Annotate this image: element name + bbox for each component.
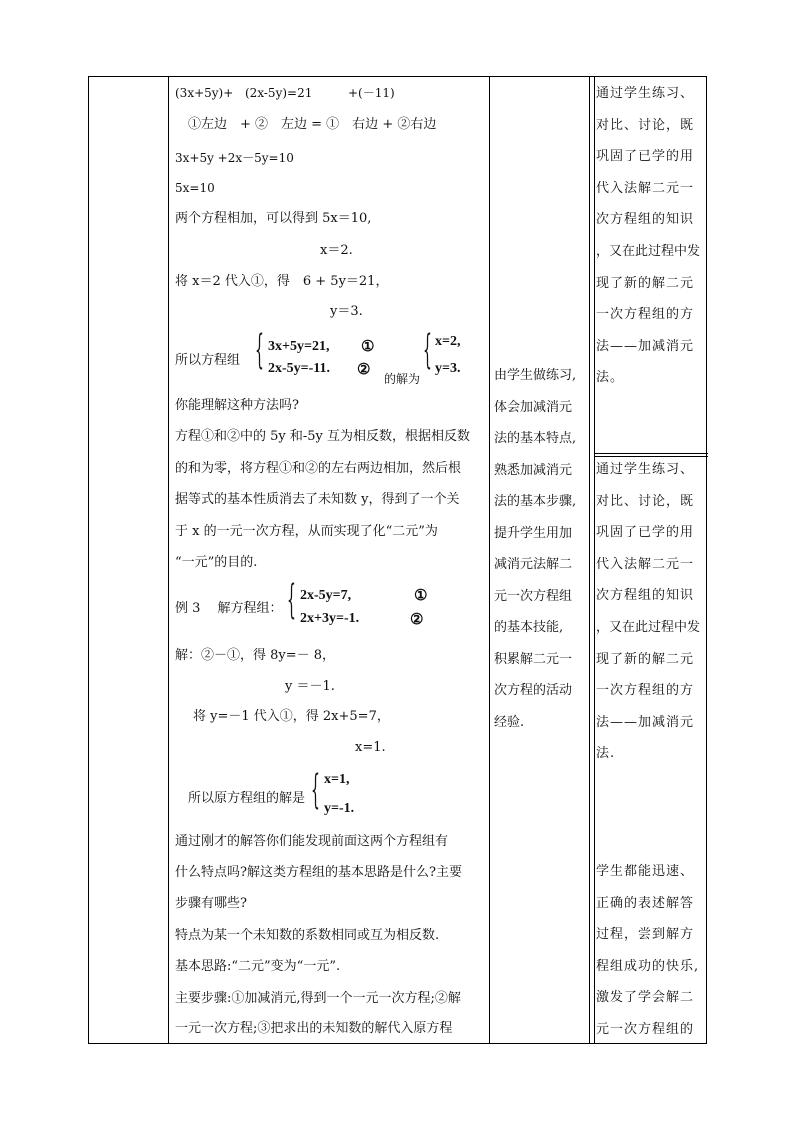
note-line: 代入法解二元一 bbox=[596, 180, 695, 196]
intent-line: 提升学生用加 bbox=[494, 525, 573, 541]
brace-icon: { bbox=[287, 577, 296, 623]
intent-line: 积累解二元一 bbox=[494, 651, 573, 667]
intent-line: 由学生做练习, bbox=[494, 368, 577, 383]
column-divider bbox=[489, 77, 490, 1043]
question-line: 通过刚才的解答你们能发现前面这两个方程组有 bbox=[175, 834, 449, 849]
note-line: 法——加减消元 bbox=[596, 338, 695, 354]
column-divider bbox=[594, 77, 595, 1043]
note-line: 现了新的解二元 bbox=[596, 651, 695, 667]
intent-line: 熟悉加减消元 bbox=[494, 462, 573, 478]
paragraph-line: 方程①和②中的 5y 和-5y 互为相反数，根据相反数 bbox=[175, 429, 471, 444]
equation-line: y＝3. bbox=[330, 304, 363, 319]
intent-line: 经验. bbox=[494, 714, 525, 730]
note-line: 次方程组的知识 bbox=[596, 212, 695, 228]
note-line: ，又在此过程中发 bbox=[596, 619, 701, 635]
note-line: 程组成功的快乐, bbox=[596, 958, 700, 974]
design-intent-column bbox=[494, 360, 590, 738]
system-prefix: 所以方程组 bbox=[175, 353, 241, 368]
text-line: 主要步骤:①加减消元,得到一个一元一次方程;②解 bbox=[175, 991, 461, 1006]
note-line: 巩固了已学的用 bbox=[596, 525, 695, 541]
solution-equation: x=2, bbox=[435, 334, 461, 349]
equation-number: ② bbox=[410, 610, 424, 628]
note-line: 激发了学会解二 bbox=[596, 990, 695, 1006]
paragraph-line: “一元”的目的. bbox=[175, 555, 258, 570]
equation-line: (2x-5y)=21 bbox=[245, 86, 313, 100]
equation-number: ① bbox=[414, 586, 428, 604]
note-line: 法. bbox=[596, 746, 616, 762]
solution-line: 解：②－①，得 8y=－ 8， bbox=[175, 648, 336, 663]
brace-icon: { bbox=[311, 767, 320, 813]
question-line: 步骤有哪些? bbox=[175, 896, 247, 911]
note-line: ，又在此过程中发 bbox=[596, 243, 701, 259]
note-line: 法——加减消元 bbox=[596, 714, 695, 730]
note-line: 一次方程组的方 bbox=[596, 683, 695, 699]
solution-equation: x=1, bbox=[324, 772, 350, 787]
right-note-block bbox=[596, 78, 706, 394]
question-line: 你能理解这种方法吗? bbox=[175, 398, 299, 413]
note-line: 通过学生练习、 bbox=[596, 86, 695, 101]
intent-line: 的基本技能, bbox=[494, 620, 564, 635]
note-line: 学生都能迅速、 bbox=[596, 864, 695, 879]
example-prefix: 例 3 解方程组： bbox=[175, 601, 283, 616]
paragraph-line: 据等式的基本性质消去了未知数 y，得到了一个关 bbox=[175, 492, 460, 507]
equation-line: 5x=10 bbox=[175, 181, 215, 195]
equation-line: ①左边 + ② 左边 = ① 右边 + ②右边 bbox=[188, 117, 437, 132]
note-line: 次方程组的知识 bbox=[596, 588, 695, 604]
system-equation: 3x+5y=21, bbox=[268, 339, 330, 354]
system-equation: 2x-5y=7, bbox=[300, 588, 352, 603]
paragraph-line: 的和为零，将方程①和②的左右两边相加，然后根 bbox=[175, 461, 462, 476]
equation-line: x＝2. bbox=[320, 243, 353, 258]
text-line: 的解为 bbox=[384, 372, 421, 386]
solution-line: y ＝－1. bbox=[285, 679, 335, 694]
solution-equation: y=-1. bbox=[324, 801, 355, 816]
right-note-block bbox=[596, 856, 706, 1046]
note-line: 过程，尝到解方 bbox=[596, 927, 695, 943]
system-prefix: 所以原方程组的解是 bbox=[188, 791, 306, 806]
note-line: 巩固了已学的用 bbox=[596, 149, 695, 165]
equation-line: 3x+5y +2x－5y=10 bbox=[175, 151, 294, 165]
intent-line: 元一次方程组 bbox=[494, 588, 573, 604]
brace-icon: { bbox=[423, 327, 432, 373]
note-line: 对比、讨论，既 bbox=[596, 117, 695, 133]
note-line: 通过学生练习、 bbox=[596, 462, 695, 477]
intent-line: 体会加减消元 bbox=[494, 399, 573, 415]
note-line: 元一次方程组的 bbox=[596, 1021, 695, 1037]
text-line: 两个方程相加，可以得到 5x＝10, bbox=[175, 211, 372, 226]
intent-line: 次方程的活动 bbox=[494, 683, 573, 698]
equation-number: ② bbox=[357, 360, 371, 378]
paragraph-line: 于 x 的一元一次方程，从而实现了化“二元”为 bbox=[175, 524, 438, 539]
right-note-block bbox=[596, 454, 706, 770]
solution-line: 将 y=－1 代入①，得 2x+5=7， bbox=[193, 709, 390, 724]
brace-icon: { bbox=[255, 327, 264, 373]
equation-line: +(－11) bbox=[348, 86, 395, 100]
column-divider bbox=[168, 77, 169, 1043]
note-line: 法。 bbox=[596, 370, 625, 386]
system-equation: 2x+3y=-1. bbox=[300, 611, 360, 626]
text-line: 基本思路:“二元”变为“一元”. bbox=[175, 959, 341, 974]
text-line: 一元一次方程;③把求出的未知数的解代入原方程 bbox=[175, 1021, 453, 1036]
equation-line: (3x+5y)+ bbox=[175, 86, 234, 100]
text-line: 特点为某一个未知数的系数相同或互为相反数. bbox=[175, 928, 440, 943]
note-line: 一次方程组的方 bbox=[596, 307, 695, 323]
question-line: 什么特点吗?解这类方程组的基本思路是什么?主要 bbox=[175, 865, 462, 880]
system-equation: 2x-5y=-11. bbox=[268, 361, 331, 376]
intent-line: 减消元法解二 bbox=[494, 557, 573, 572]
solution-equation: y=3. bbox=[435, 361, 461, 376]
equation-number: ① bbox=[361, 337, 375, 355]
note-line: 对比、讨论，既 bbox=[596, 493, 695, 509]
intent-line: 法的基本特点, bbox=[494, 431, 577, 446]
note-line: 正确的表述解答 bbox=[596, 895, 695, 911]
solution-line: x=1. bbox=[355, 740, 386, 755]
note-line: 代入法解二元一 bbox=[596, 556, 695, 572]
note-line: 现了新的解二元 bbox=[596, 275, 695, 291]
text-line: 将 x＝2 代入①，得 6 + 5y＝21， bbox=[175, 274, 389, 289]
intent-line: 法的基本步骤, bbox=[494, 494, 577, 509]
